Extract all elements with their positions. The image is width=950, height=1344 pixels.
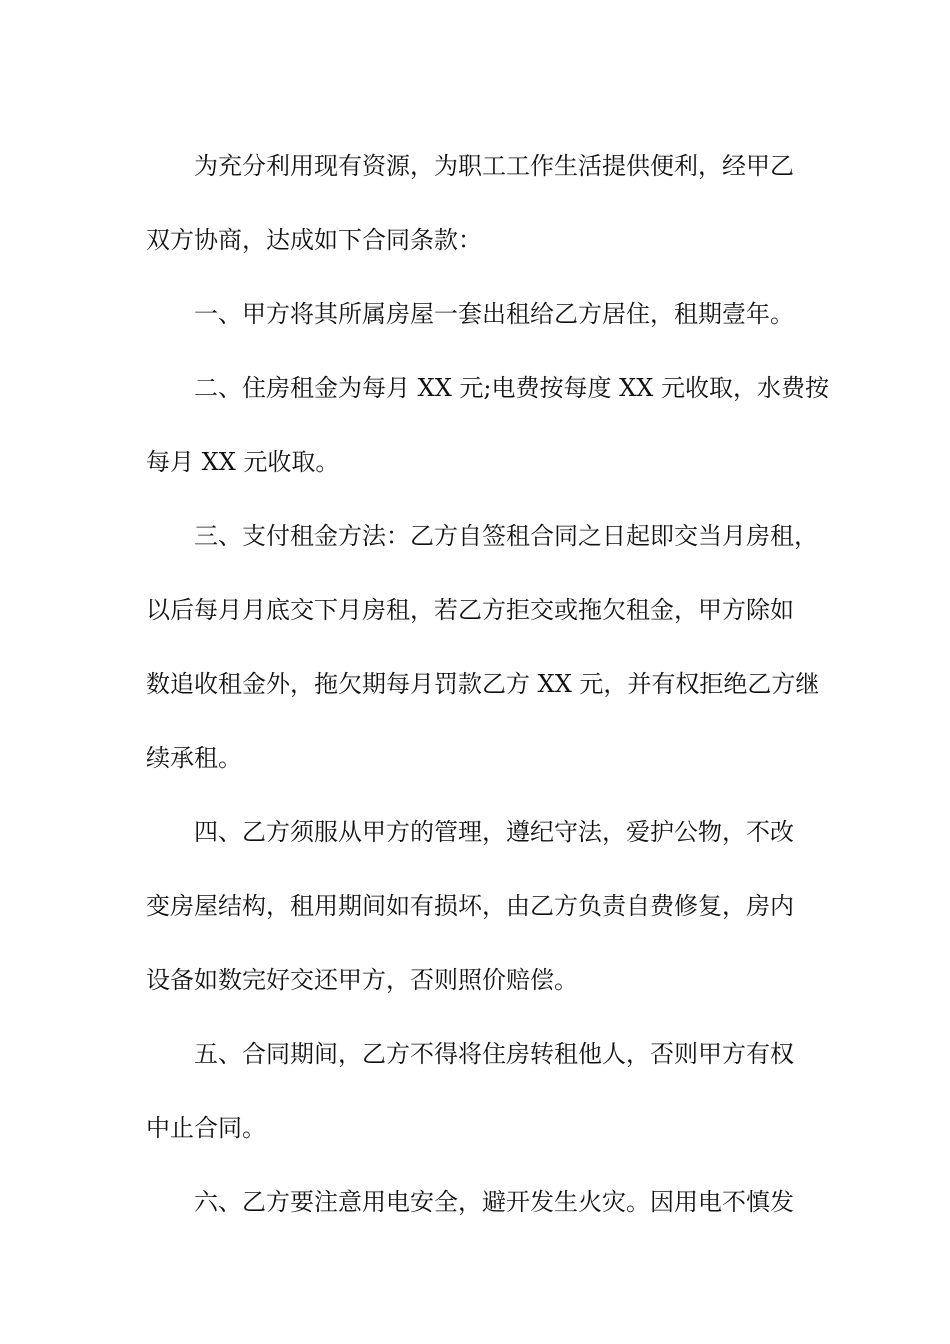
paragraph-clause-2 bbox=[146, 351, 829, 499]
text-line: 四、乙方须服从甲方的管理，遵纪守法，爱护公物，不改 bbox=[194, 818, 794, 846]
text-line: 二、住房租金为每月 XX 元;电费按每度 XX 元收取，水费按 bbox=[194, 374, 829, 402]
paragraph-intro bbox=[146, 129, 826, 277]
text-line: 三、支付租金方法：乙方自签租合同之日起即交当月房租， bbox=[194, 522, 818, 550]
text-line: 续承租。 bbox=[146, 744, 242, 772]
text-line: 五、合同期间，乙方不得将住房转租他人，否则甲方有权 bbox=[194, 1040, 794, 1068]
text-line: 一、甲方将其所属房屋一套出租给乙方居住，租期壹年。 bbox=[194, 300, 794, 328]
text-line: 设备如数完好交还甲方，否则照价赔偿。 bbox=[146, 966, 578, 994]
text-line: 六、乙方要注意用电安全，避开发生火灾。因用电不慎发 bbox=[194, 1188, 794, 1216]
text-line: 以后每月月底交下月房租，若乙方拒交或拖欠租金，甲方除如 bbox=[146, 596, 794, 624]
text-line: 中止合同。 bbox=[146, 1114, 266, 1142]
text-line: 为充分利用现有资源，为职工工作生活提供便利，经甲乙 bbox=[194, 152, 794, 180]
text-line: 数追收租金外，拖欠期每月罚款乙方 XX 元，并有权拒绝乙方继 bbox=[146, 670, 820, 698]
paragraph-clause-5 bbox=[146, 1017, 826, 1165]
document-body bbox=[146, 129, 829, 1239]
paragraph-clause-3 bbox=[146, 499, 826, 795]
text-line: 每月 XX 元收取。 bbox=[146, 448, 340, 476]
paragraph-clause-6 bbox=[146, 1165, 826, 1239]
text-line: 双方协商，达成如下合同条款： bbox=[146, 226, 482, 254]
text-line: 变房屋结构，租用期间如有损坏，由乙方负责自费修复，房内 bbox=[146, 892, 794, 920]
paragraph-clause-1 bbox=[146, 277, 826, 351]
paragraph-clause-4 bbox=[146, 795, 826, 1017]
